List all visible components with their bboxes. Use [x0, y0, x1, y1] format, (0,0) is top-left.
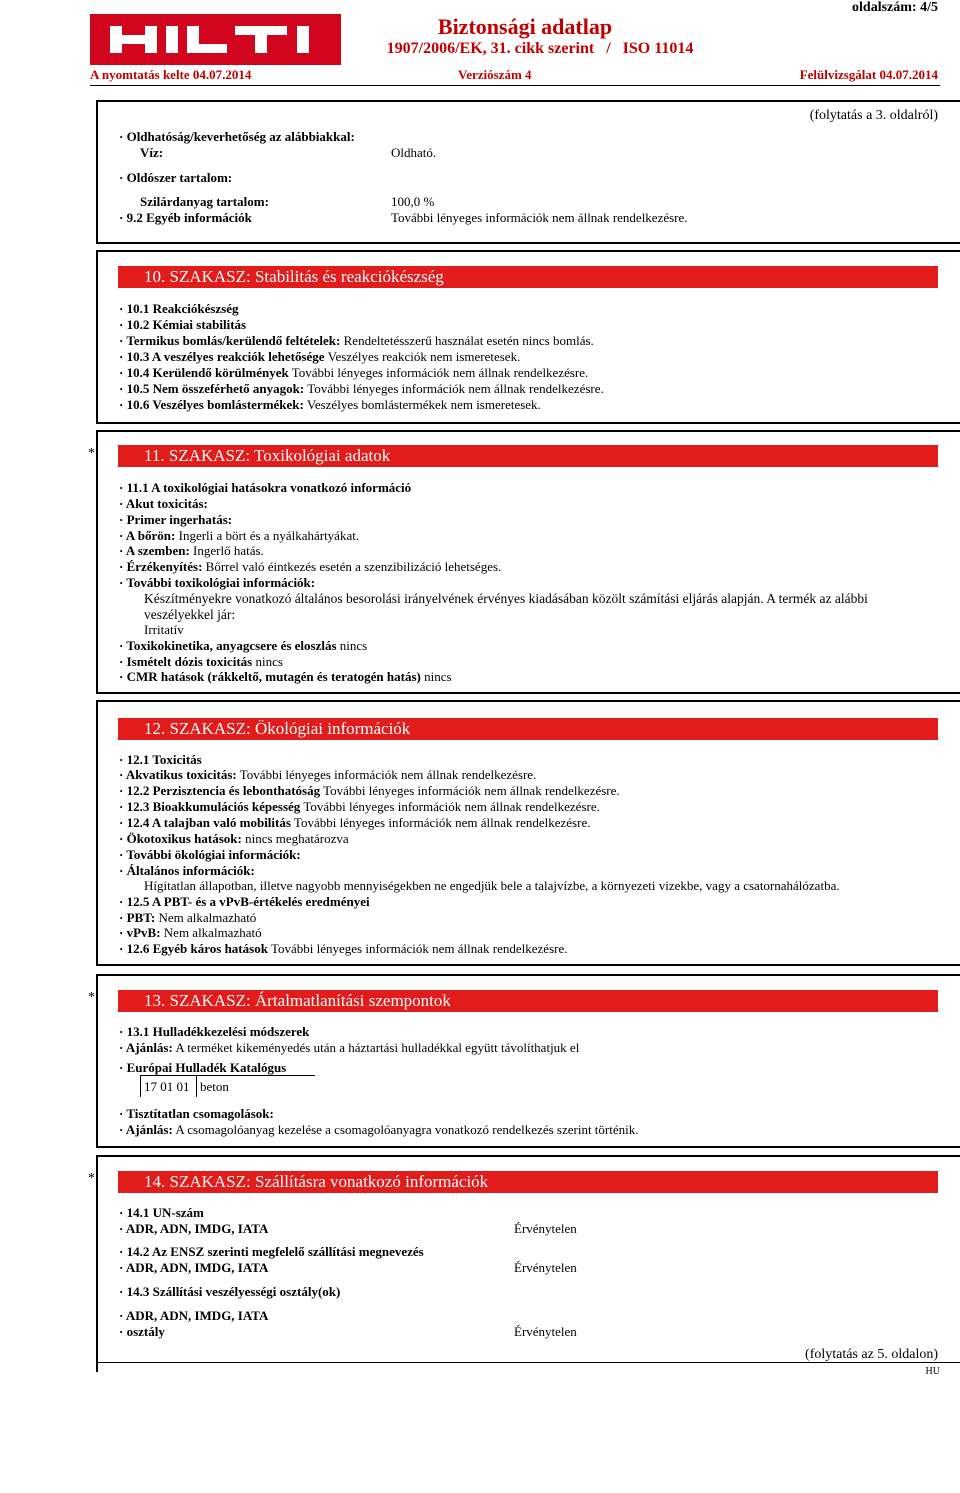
- document-subtitle: 1907/2006/EK, 31. cikk szerint / ISO 11014: [386, 40, 694, 57]
- revision-marker: *: [88, 990, 95, 1005]
- s14-line: · 14.1 UN-szám: [119, 1205, 204, 1220]
- hilti-logo: [90, 14, 341, 65]
- s14-line: · osztály: [119, 1324, 165, 1339]
- s14-line: · ADR, ADN, IMDG, IATA: [119, 1221, 269, 1236]
- s11-line: · A szemben: Ingerlő hatás.: [119, 543, 264, 558]
- s12-line: Hígitatlan állapotban, illetve nagyobb mennyiségekben ne engedjük bele a talajvízbe, a környezeti vizekbe, vagy a csatornahálózatba.: [144, 878, 840, 893]
- s11-line: · Akut toxicitás:: [119, 496, 208, 511]
- section-11-title: 11. SZAKASZ: Toxikológiai adatok: [118, 445, 938, 467]
- revision-date: Felülvizsgálat 04.07.2014: [799, 67, 938, 82]
- s13-line: · Ajánlás: A terméket kikeményedés után a háztartási hulladékkal együtt távolíthatjuk el: [119, 1040, 580, 1055]
- s12-line: · 12.3 Bioakkumulációs képesség További lényeges információk nem állnak rendelkezésre.: [119, 799, 600, 814]
- version-number: Verziószám 4: [458, 67, 532, 82]
- s10-line: · Termikus bomlás/kerülendő feltételek: Rendeltetésszerű használat esetén nincs bomlás.: [119, 333, 594, 348]
- waste-catalogue-header: · Európai Hulladék Katalógus: [119, 1060, 287, 1075]
- print-date: A nyomtatás kelte 04.07.2014: [90, 67, 252, 82]
- s11-line: · Ismételt dózis toxicitás nincs: [119, 654, 283, 669]
- solvent-content-label: · Oldószer tartalom:: [119, 170, 233, 185]
- solid-content-label: Szilárdanyag tartalom:: [140, 194, 269, 209]
- revision-marker: *: [88, 1171, 95, 1186]
- solubility-label: · Oldhatóság/keverhetőség az alábbiakkal:: [119, 129, 355, 144]
- page-number: oldalszám: 4/5: [852, 0, 938, 15]
- s11-line: · Toxikokinetika, anyagcsere és eloszlás nincs: [119, 638, 368, 653]
- s12-line: · vPvB: Nem alkalmazható: [119, 925, 262, 940]
- continued-from-note: (folytatás a 3. oldalról): [809, 108, 938, 123]
- s12-line: · Ökotoxikus hatások: nincs meghatározva: [119, 831, 349, 846]
- s11-line: · 11.1 A toxikológiai hatásokra vonatkozó információ: [119, 480, 412, 495]
- s12-line: · PBT: Nem alkalmazható: [119, 910, 257, 925]
- section-14-title: 14. SZAKASZ: Szállításra vonatkozó információk: [118, 1171, 938, 1193]
- revision-marker: *: [88, 446, 95, 461]
- s12-line: · 12.4 A talajban való mobilitás További lényeges információk nem állnak rendelkezésre.: [119, 815, 591, 830]
- section-12-title: 12. SZAKASZ: Ökológiai információk: [118, 718, 938, 740]
- other-info-value: További lényeges információk nem állnak rendelkezésre.: [391, 210, 688, 225]
- s12-line: · 12.1 Toxicitás: [119, 752, 202, 767]
- water-value: Oldható.: [391, 145, 437, 160]
- s11-line: · CMR hatások (rákkeltő, mutagén és teratogén hatás) nincs: [119, 669, 452, 684]
- s11-line: · A bőrön: Ingerli a bört és a nyálkahártyákat.: [119, 528, 360, 543]
- s10-line: · 10.5 Nem összeférhető anyagok: További lényeges információk nem állnak rendelkezésre.: [119, 381, 604, 396]
- s14-value: Érvénytelen: [514, 1324, 577, 1339]
- s10-line: · 10.1 Reakciókészség: [119, 301, 239, 316]
- s11-line: · Primer ingerhatás:: [119, 512, 233, 527]
- s13-line: · Tisztítatlan csomagolások:: [119, 1106, 274, 1121]
- water-label: Víz:: [140, 145, 164, 160]
- s10-line: · 10.4 Kerülendő körülmények További lényeges információk nem állnak rendelkezésre.: [119, 365, 589, 380]
- s11-line: · Érzékenyítés: Bőrrel való éintkezés esetén a szenzibilizáció lehetséges.: [119, 559, 502, 574]
- document-title: Biztonsági adatlap: [437, 14, 613, 39]
- solid-content-value: 100,0 %: [391, 194, 435, 209]
- s11-line: Készítményekre vonatkozó általános besorolási irányelvének érvényes kiadásában közölt számítási eljárás alapján. A termék az alábbi: [144, 591, 868, 606]
- s12-line: · 12.6 Egyéb káros hatások További lényeges információk nem állnak rendelkezésre.: [119, 941, 568, 956]
- s12-line: · 12.2 Perzisztencia és lebonthatóság További lényeges információk nem állnak rendelkezésre.: [119, 783, 620, 798]
- section-13-title: 13. SZAKASZ: Ártalmatlanítási szempontok: [118, 990, 938, 1012]
- s12-line: · Akvatikus toxicitás: További lényeges információk nem állnak rendelkezésre.: [119, 767, 537, 782]
- waste-code-description: beton: [200, 1079, 229, 1094]
- s13-line: · Ajánlás: A csomagolóanyag kezelése a csomagolóanyagra vonatkozó rendelkezés szerint történik.: [119, 1122, 639, 1137]
- s12-line: · 12.5 A PBT- és a vPvB-értékelés eredményei: [119, 894, 370, 909]
- continued-on-note: (folytatás az 5. oldalon): [805, 1347, 938, 1362]
- section-10-title: 10. SZAKASZ: Stabilitás és reakciókészség: [118, 266, 938, 288]
- s14-value: Érvénytelen: [514, 1260, 577, 1275]
- header-divider: [90, 85, 940, 86]
- footer-divider: [96, 1362, 960, 1363]
- waste-code: 17 01 01: [144, 1079, 190, 1094]
- s13-line: · 13.1 Hulladékkezelési módszerek: [119, 1024, 310, 1039]
- other-info-label: · 9.2 Egyéb információk: [119, 210, 252, 225]
- s11-line: veszélyekkel jár:: [144, 607, 236, 622]
- s12-line: · További ökológiai információk:: [119, 847, 301, 862]
- s14-line: · 14.2 Az ENSZ szerinti megfelelő szállítási megnevezés: [119, 1244, 424, 1259]
- s12-line: · Általános információk:: [119, 863, 255, 878]
- s14-line: · ADR, ADN, IMDG, IATA: [119, 1260, 269, 1275]
- s14-line: · ADR, ADN, IMDG, IATA: [119, 1308, 269, 1323]
- s10-line: · 10.3 A veszélyes reakciók lehetősége Veszélyes reakciók nem ismeretesek.: [119, 349, 521, 364]
- s14-line: · 14.3 Szállítási veszélyességi osztály(ok): [119, 1284, 341, 1299]
- s11-line: · További toxikológiai információk:: [119, 575, 316, 590]
- s11-line: Irritatív: [144, 622, 184, 637]
- language-code: HU: [925, 1366, 940, 1377]
- s10-line: · 10.2 Kémiai stabilitás: [119, 317, 247, 332]
- s14-value: Érvénytelen: [514, 1221, 577, 1236]
- s10-line: · 10.6 Veszélyes bomlástermékek: Veszélyes bomlástermékek nem ismeretesek.: [119, 397, 541, 412]
